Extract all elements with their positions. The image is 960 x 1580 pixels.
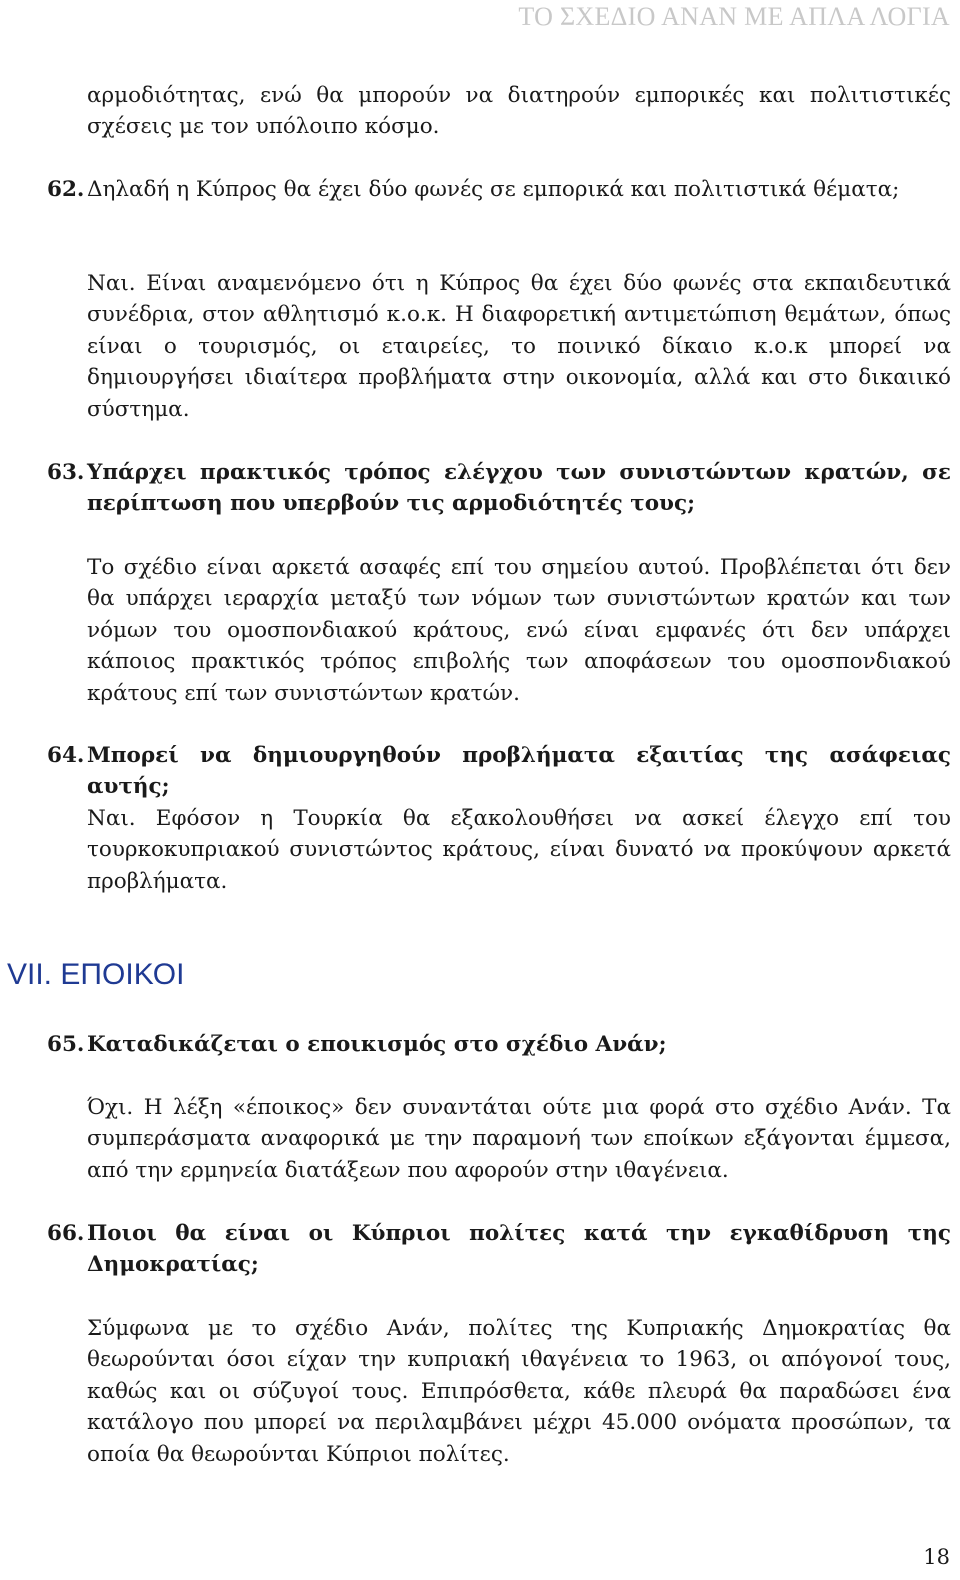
answer-text: Όχι. Η λέξη «έποικος» δεν συναντάται ούτε μια φορά στο σχέδιο Ανάν. Τα συμπεράσματα αναφορικά με την παραμονή των εποίκων εξάγονται έμμεσα, από την ερμηνεία διατάξεων που αφορούν στην ιθαγένεια. (87, 1095, 951, 1183)
question-number: 62. (47, 177, 85, 202)
question-number: 65. (47, 1032, 85, 1057)
intro-text: αρμοδιότητας, ενώ θα μπορούν να διατηρούν εμπορικές και πολιτιστικές σχέσεις με τον υπόλοιπο κόσμο. (87, 83, 951, 140)
running-header-title: ΤΟ ΣΧΕΔΙΟ ΑΝΑΝ ΜΕ ΑΠΛΑ ΛΟΓΙΑ (518, 2, 950, 31)
question-62 (47, 174, 951, 205)
page-number: 18 (923, 1545, 950, 1569)
answer-66 (87, 1313, 951, 1470)
answer-63 (87, 552, 951, 709)
answer-text: Ναι. Εφόσον η Τουρκία θα εξακολουθήσει να ασκεί έλεγχο επί του τουρκοκυπριακού συνιστώντος κράτους, είναι δυνατό να προκύψουν αρκετά προβλήματα. (87, 806, 951, 894)
answer-64 (87, 803, 951, 897)
question-number: 63. (47, 460, 85, 485)
question-text: Δηλαδή η Κύπρος θα έχει δύο φωνές σε εμπορικά και πολιτιστικά θέματα; (87, 177, 900, 202)
question-text: Καταδικάζεται ο εποικισμός στο σχέδιο Ανάν; (87, 1032, 667, 1057)
question-65 (47, 1029, 951, 1060)
question-66 (47, 1218, 951, 1281)
answer-62 (87, 268, 951, 425)
question-64 (47, 740, 951, 803)
question-text: Μπορεί να δημιουργηθούν προβλήματα εξαιτίας της ασάφειας αυτής; (87, 743, 951, 800)
question-number: 66. (47, 1221, 85, 1246)
question-text: Υπάρχει πρακτικός τρόπος ελέγχου των συνιστώντων κρατών, σε περίπτωση που υπερβούν τις αρμοδιότητές τους; (87, 460, 951, 517)
section-heading: VII. ΕΠΟΙΚΟΙ (7, 958, 185, 991)
question-63 (47, 457, 951, 520)
question-text: Ποιοι θα είναι οι Κύπριοι πολίτες κατά την εγκαθίδρυση της Δημοκρατίας; (87, 1221, 951, 1278)
answer-65 (87, 1092, 951, 1186)
answer-text: Σύμφωνα με το σχέδιο Ανάν, πολίτες της Κυπριακής Δημοκρατίας θα θεωρούνται όσοι είχαν την κυπριακή ιθαγένεια το 1963, οι απόγονοί τους, καθώς και οι σύζυγοί τους. Επιπρόσθετα, κάθε πλευρά θα παραδώσει ένα κατάλογο που μπορεί να περιλαμβάνει μέχρι 45.000 ονόματα προσώπων, τα οποία θα θεωρούνται Κύπριοι πολίτες. (87, 1316, 951, 1467)
question-number: 64. (47, 743, 85, 768)
answer-text: Το σχέδιο είναι αρκετά ασαφές επί του σημείου αυτού. Προβλέπεται ότι δεν θα υπάρχει ιεραρχία μεταξύ των νόμων των συνιστώντων κρατών και των νόμων του ομοσπονδιακού κράτους, ενώ είναι εμφανές ότι δεν υπάρχει κάποιος πρακτικός τρόπος επιβολής των αποφάσεων του ομοσπονδιακού κράτους επί των συνιστώντων κρατών. (87, 555, 951, 706)
answer-text: Ναι. Είναι αναμενόμενο ότι η Κύπρος θα έχει δύο φωνές στα εκπαιδευτικά συνέδρια, στον αθλητισμό κ.ο.κ. Η διαφορετική αντιμετώπιση θεμάτων, όπως είναι ο τουρισμός, οι εταιρείες, το ποινικό δίκαιο κ.ο.κ μπορεί να δημιουργήσει ιδιαίτερα προβλήματα στην οικονομία, αλλά και στο δικαιικό σύστημα. (87, 271, 951, 422)
intro-paragraph (87, 80, 951, 143)
